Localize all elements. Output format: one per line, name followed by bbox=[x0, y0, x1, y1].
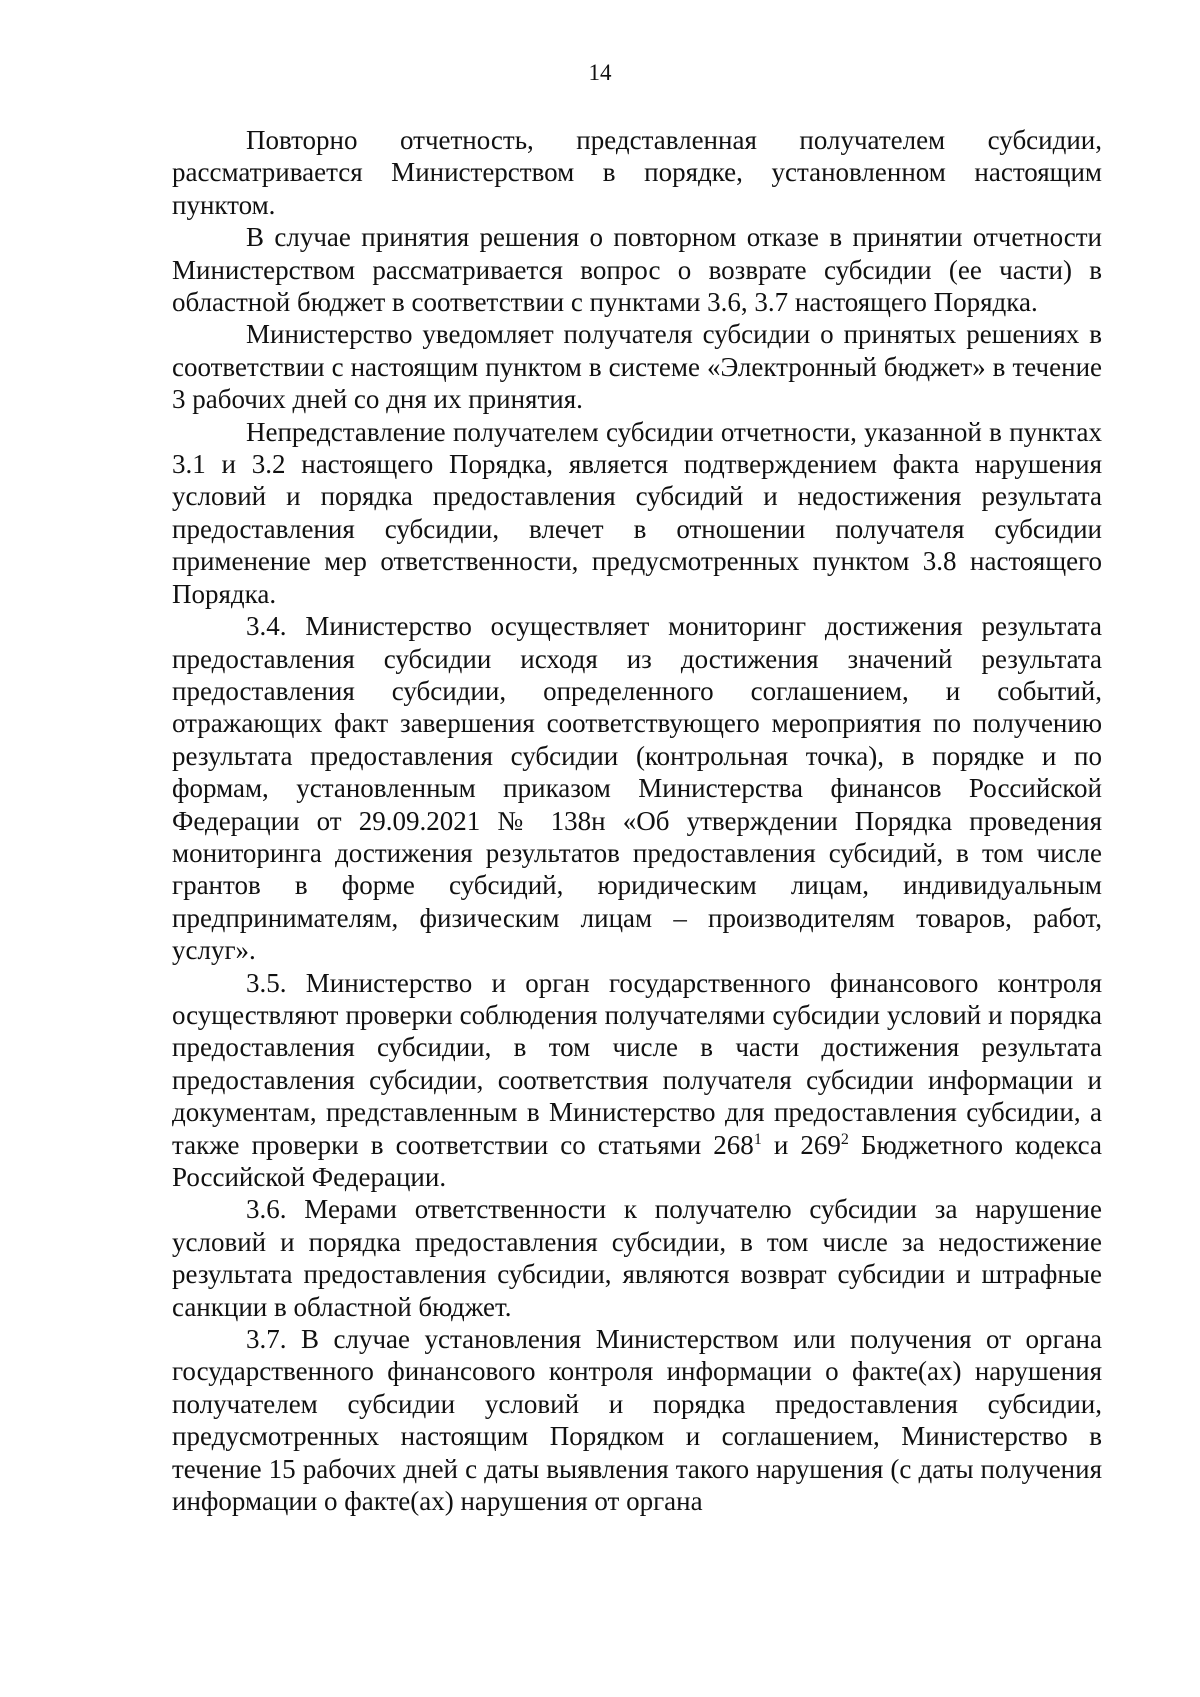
paragraph-notification: Министерство уведомляет получателя субсидии о принятых решениях в соответствии с настоящим пунктом в системе «Электронный бюджет» в течение 3 рабочих дней со дня их принятия. bbox=[172, 319, 1102, 415]
page-number: 14 bbox=[588, 60, 612, 85]
paragraph-resubmission: Повторно отчетность, представленная получателем субсидии, рассматривается Министерством в порядке, установленном настоящим пунктом. bbox=[172, 125, 1102, 220]
paragraph-3-6-liability: 3.6. Мерами ответственности к получателю субсидии за нарушение условий и порядка предоставления субсидии, в том числе за недостижение результата предоставления субсидии, являются возврат субсидии и штрафные санкции в областной бюджет. bbox=[172, 1194, 1102, 1322]
paragraph-non-submission: Непредставление получателем субсидии отчетности, указанной в пунктах 3.1 и 3.2 настоящего Порядка, является подтверждением факта нарушения условий и порядка предоставления субсидий и недостижения результата предоставления субсидии, влечет в отношении получателя субсидии применение мер ответственности, предусмотренных пунктом 3.8 настоящего Порядка. bbox=[172, 416, 1102, 609]
superscript-1: 1 bbox=[753, 1130, 762, 1148]
paragraph-3-5-inspections bbox=[172, 967, 1102, 1194]
paragraph-3-7-violation: 3.7. В случае установления Министерством или получения от органа государственного финансового контроля информации о факте(ах) нарушения получателем субсидии условий и порядка предоставления субсидии, предусмотренных настоящим Порядком и соглашением, Министерство в течение 15 рабочих дней с даты выявления такого нарушения (с даты получения информации о факте(ах) нарушения от органа bbox=[172, 1324, 1102, 1517]
document-body bbox=[172, 124, 1102, 1517]
paragraph-repeated-refusal: В случае принятия решения о повторном отказе в принятии отчетности Министерством рассматривается вопрос о возврате субсидии (ее части) в областной бюджет в соответствии с пунктами 3.6, 3.7 настоящего Порядка. bbox=[172, 222, 1102, 318]
paragraph-3-5-text-mid: и 269 bbox=[761, 1129, 841, 1160]
paragraph-3-4-monitoring: 3.4. Министерство осуществляет мониторинг достижения результата предоставления субсидии исходя из достижения значений результата предоставления субсидии, определенного соглашением, и событий, отражающих факт завершения соответствующего мероприятия по получению результата предоставления субсидии (контрольная точка), в порядке и по формам, установленным приказом Министерства финансов Российской Федерации от 29.09.2021 № 138н «Об утверждении Порядка проведения мониторинга достижения результатов предоставления субсидий, в том числе грантов в форме субсидий, юридическим лицам, индивидуальным предпринимателям, физическим лицам – производителям товаров, работ, услуг». bbox=[172, 611, 1102, 966]
superscript-2: 2 bbox=[840, 1130, 849, 1148]
paragraph-3-5-text-before: 3.5. Министерство и орган государственного финансового контроля осуществляют проверки соблюдения получателями субсидии условий и порядка предоставления субсидии, в том числе в части достижения результата предоставления субсидии, соответствия получателя субсидии информации и документам, представленным в Министерство для предоставления субсидии, а также проверки в соответствии со статьями 268 bbox=[172, 967, 1102, 1160]
paragraph-3-5-text-after: Бюджетного кодекса Российской Федерации. bbox=[172, 1129, 1102, 1192]
